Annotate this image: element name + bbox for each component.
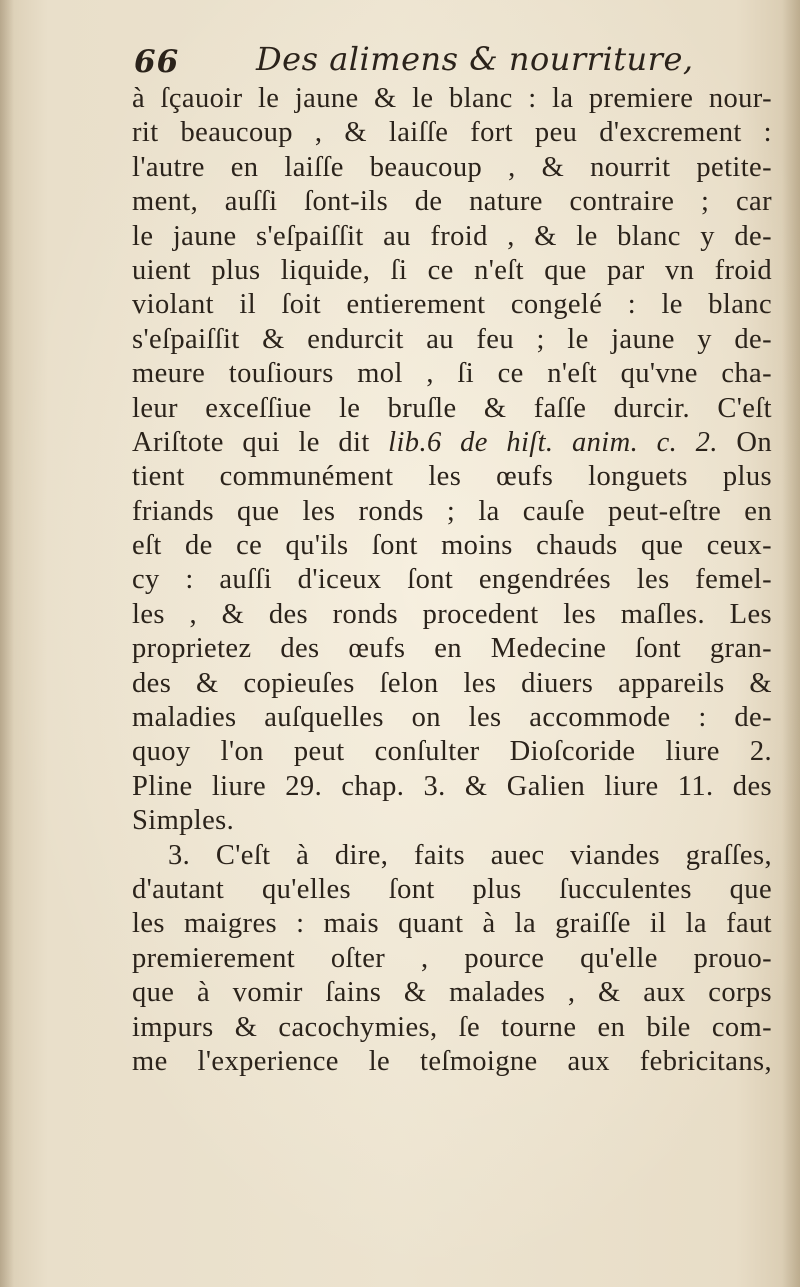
text-segment: On — [717, 426, 772, 458]
text-line: tient communément les œufs longuets plus — [132, 461, 772, 493]
text-line: à ſçauoir le jaune & le blanc : la premiere nour- — [132, 83, 772, 114]
text-line: quoy l'on peut conſulter Dioſcoride liure 2. — [132, 736, 772, 768]
text-line: Pline liure 29. chap. 3. & Galien liure 11. des — [132, 770, 772, 802]
text-line: violant il ſoit entierement congelé : le blanc — [132, 289, 772, 321]
text-line: Simples. — [132, 805, 235, 837]
text-line — [132, 426, 772, 460]
text-line: ment, auſſi ſont-ils de nature contraire ; car — [132, 186, 772, 218]
text-line: les maigres : mais quant à la graiſſe il la faut — [132, 908, 772, 940]
citation-italic: lib.6 de hiſt. anim. c. 2. — [388, 426, 718, 458]
gutter-shadow — [0, 0, 14, 1287]
text-line: friands que les ronds ; la cauſe peut-eſtre en — [132, 495, 772, 527]
text-line: des & copieuſes ſelon les diuers appareils & — [132, 667, 772, 699]
page-number: 66 — [134, 44, 180, 80]
text-line: proprietez des œufs en Medecine ſont gran- — [132, 633, 772, 665]
text-line: d'autant qu'elles ſont plus ſucculentes que — [132, 873, 772, 905]
text-line: maladies auſquelles on les accommode : de- — [132, 702, 772, 734]
text-line: le jaune s'eſpaiſſit au froid , & le blanc y de- — [132, 220, 772, 252]
text-line: impurs & cacochymies, ſe tourne en bile com- — [132, 1011, 772, 1043]
text-segment: Ariſtote qui le dit — [132, 426, 389, 458]
text-line: leur exceſſiue le bruſle & faſſe durcir. C'eſt — [132, 392, 772, 424]
body-text — [132, 82, 772, 1079]
text-line: eſt de ce qu'ils ſont moins chauds que ceux- — [132, 530, 772, 562]
text-line: rit beaucoup , & laiſſe fort peu d'excrement : — [132, 117, 772, 149]
text-line: l'autre en laiſſe beaucoup , & nourrit petite- — [132, 151, 772, 183]
text-line: premierement oſter , pource qu'elle prouo- — [132, 942, 772, 974]
text-line: me l'experience le teſmoigne aux febricitans, — [132, 1045, 772, 1077]
text-line: meure touſiours mol , ſi ce n'eſt qu'vne cha- — [132, 358, 772, 390]
text-line: que à vomir ſains & malades , & aux corps — [132, 977, 772, 1009]
text-line: les , & des ronds procedent les maſles. Les — [132, 598, 772, 630]
page-header — [134, 38, 774, 88]
text-line: cy : auſſi d'iceux ſont engendrées les femel- — [132, 564, 772, 596]
text-line: s'eſpaiſſit & endurcit au feu ; le jaune y de- — [132, 323, 772, 355]
page-edge — [782, 0, 800, 1287]
text-line: 3. C'eſt à dire, faits auec viandes graſſes, — [168, 839, 772, 871]
running-title: Des alimens & nourriture, — [256, 40, 694, 78]
text-line: uient plus liquide, ſi ce n'eſt que par vn froid — [132, 254, 772, 286]
